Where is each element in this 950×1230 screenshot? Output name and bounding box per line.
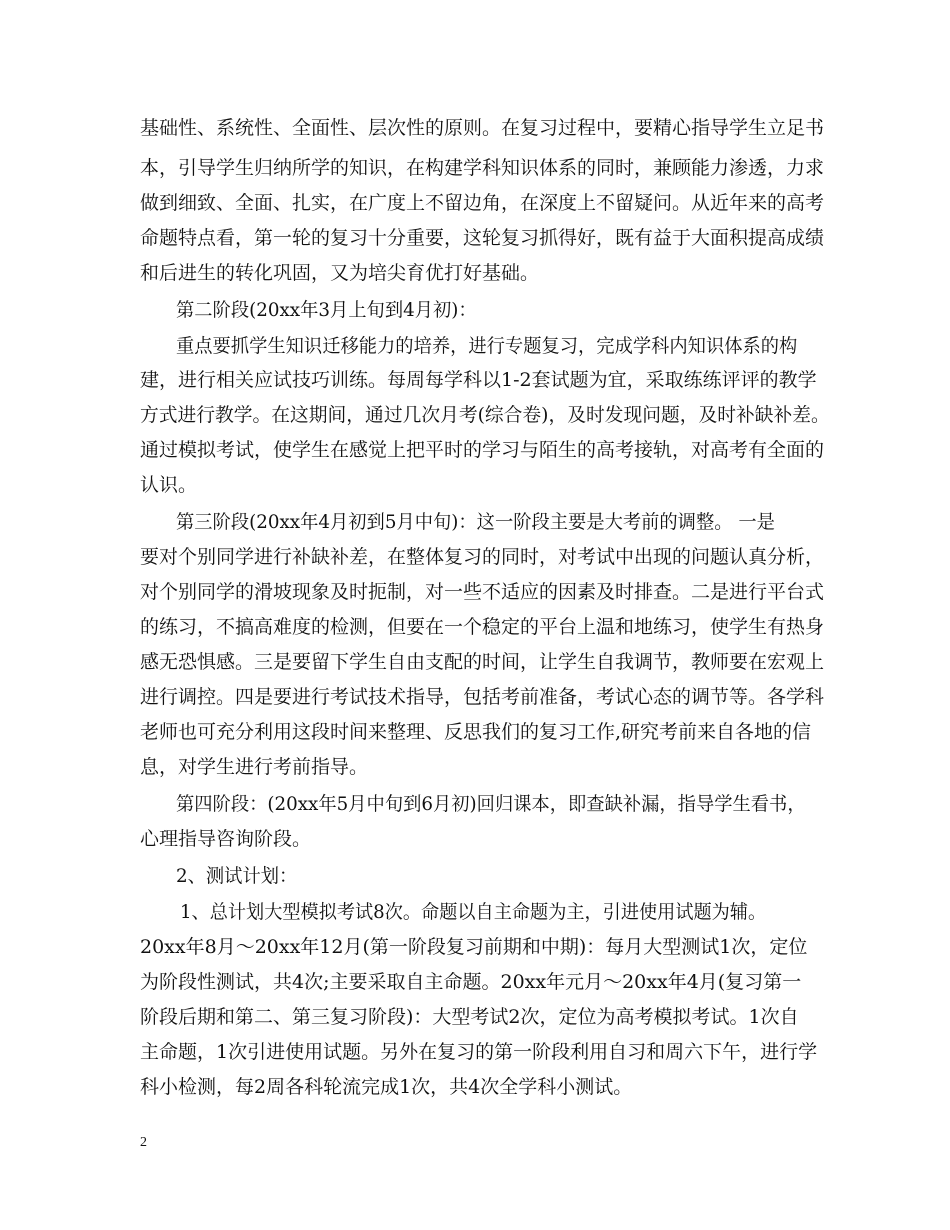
text-line: 感无恐惧感。三是要留下学生自由支配的时间，让学生自我调节，教师要在宏观上 [140, 651, 825, 673]
text-line: 老师也可充分利用这段时间来整理、反思我们的复习工作,研究考前来自各地的信 [140, 721, 812, 743]
text-line: 20xx年8月～20xx年12月(第一阶段复习前期和中期)：每月大型测试1次，定位 [140, 936, 808, 958]
text-line: 建，进行相关应试技巧训练。每周每学科以1-2套试题为宜，采取练练评评的教学 [140, 369, 817, 391]
text-line: 科小检测，每2周各科轮流完成1次，共4次全学科小测试。 [140, 1076, 633, 1098]
text-line: 基础性、系统性、全面性、层次性的原则。在复习过程中，要精心指导学生立足书 [140, 117, 825, 139]
text-line: 做到细致、全面、扎实，在广度上不留边角，在深度上不留疑问。从近年来的高考 [140, 192, 825, 214]
section-heading: 第二阶段(20xx年3月上旬到4月初)： [176, 299, 477, 321]
text-line: 和后进生的转化巩固，又为培尖育优打好基础。 [140, 262, 540, 284]
text-line: 进行调控。四是要进行考试技术指导，包括考前准备，考试心态的调节等。各学科 [140, 686, 825, 708]
text-line: 为阶段性测试，共4次;主要采取自主命题。20xx年元月～20xx年4月(复习第一 [140, 971, 802, 993]
section-heading: 第三阶段(20xx年4月初到5月中旬)：这一阶段主要是大考前的调整。 一是 [176, 511, 775, 533]
section-heading: 第四阶段：(20xx年5月中旬到6月初)回归课本，即查缺补漏，指导学生看书， [176, 793, 806, 815]
text-line: 阶段后期和第二、第三复习阶段)：大型考试2次，定位为高考模拟考试。1次自 [140, 1006, 799, 1028]
text-line: 方式进行教学。在这期间，通过几次月考(综合卷)，及时发现问题，及时补缺补差。 [140, 404, 830, 426]
text-line: 1、总计划大型模拟考试8次。命题以自主命题为主，引进使用试题为辅。 [180, 901, 767, 923]
text-line: 心理指导咨询阶段。 [140, 828, 312, 850]
text-line: 命题特点看，第一轮的复习十分重要，这轮复习抓得好，既有益于大面积提高成绩 [140, 227, 825, 249]
text-line: 通过模拟考试，使学生在感觉上把平时的学习与陌生的高考接轨，对高考有全面的 [140, 439, 825, 461]
text-line: 对个别同学的滑坡现象及时扼制，对一些不适应的因素及时排查。二是进行平台式 [140, 581, 825, 603]
text-line: 本，引导学生归纳所学的知识，在构建学科知识体系的同时，兼顾能力渗透，力求 [140, 157, 825, 179]
text-line: 要对个别同学进行补缺补差，在整体复习的同时，对考试中出现的问题认真分析， [140, 546, 825, 568]
page-number: 2 [140, 1135, 147, 1150]
text-line: 主命题，1次引进使用试题。另外在复习的第一阶段利用自习和周六下午，进行学 [140, 1041, 818, 1063]
section-heading: 2、测试计划： [176, 865, 298, 887]
text-line: 重点要抓学生知识迁移能力的培养，进行专题复习，完成学科内知识体系的构 [176, 335, 798, 357]
text-line: 的练习，不搞高难度的检测，但要在一个稳定的平台上温和地练习，使学生有热身 [140, 616, 825, 638]
text-line: 息，对学生进行考前指导。 [140, 756, 369, 778]
text-line: 认识。 [140, 474, 198, 496]
